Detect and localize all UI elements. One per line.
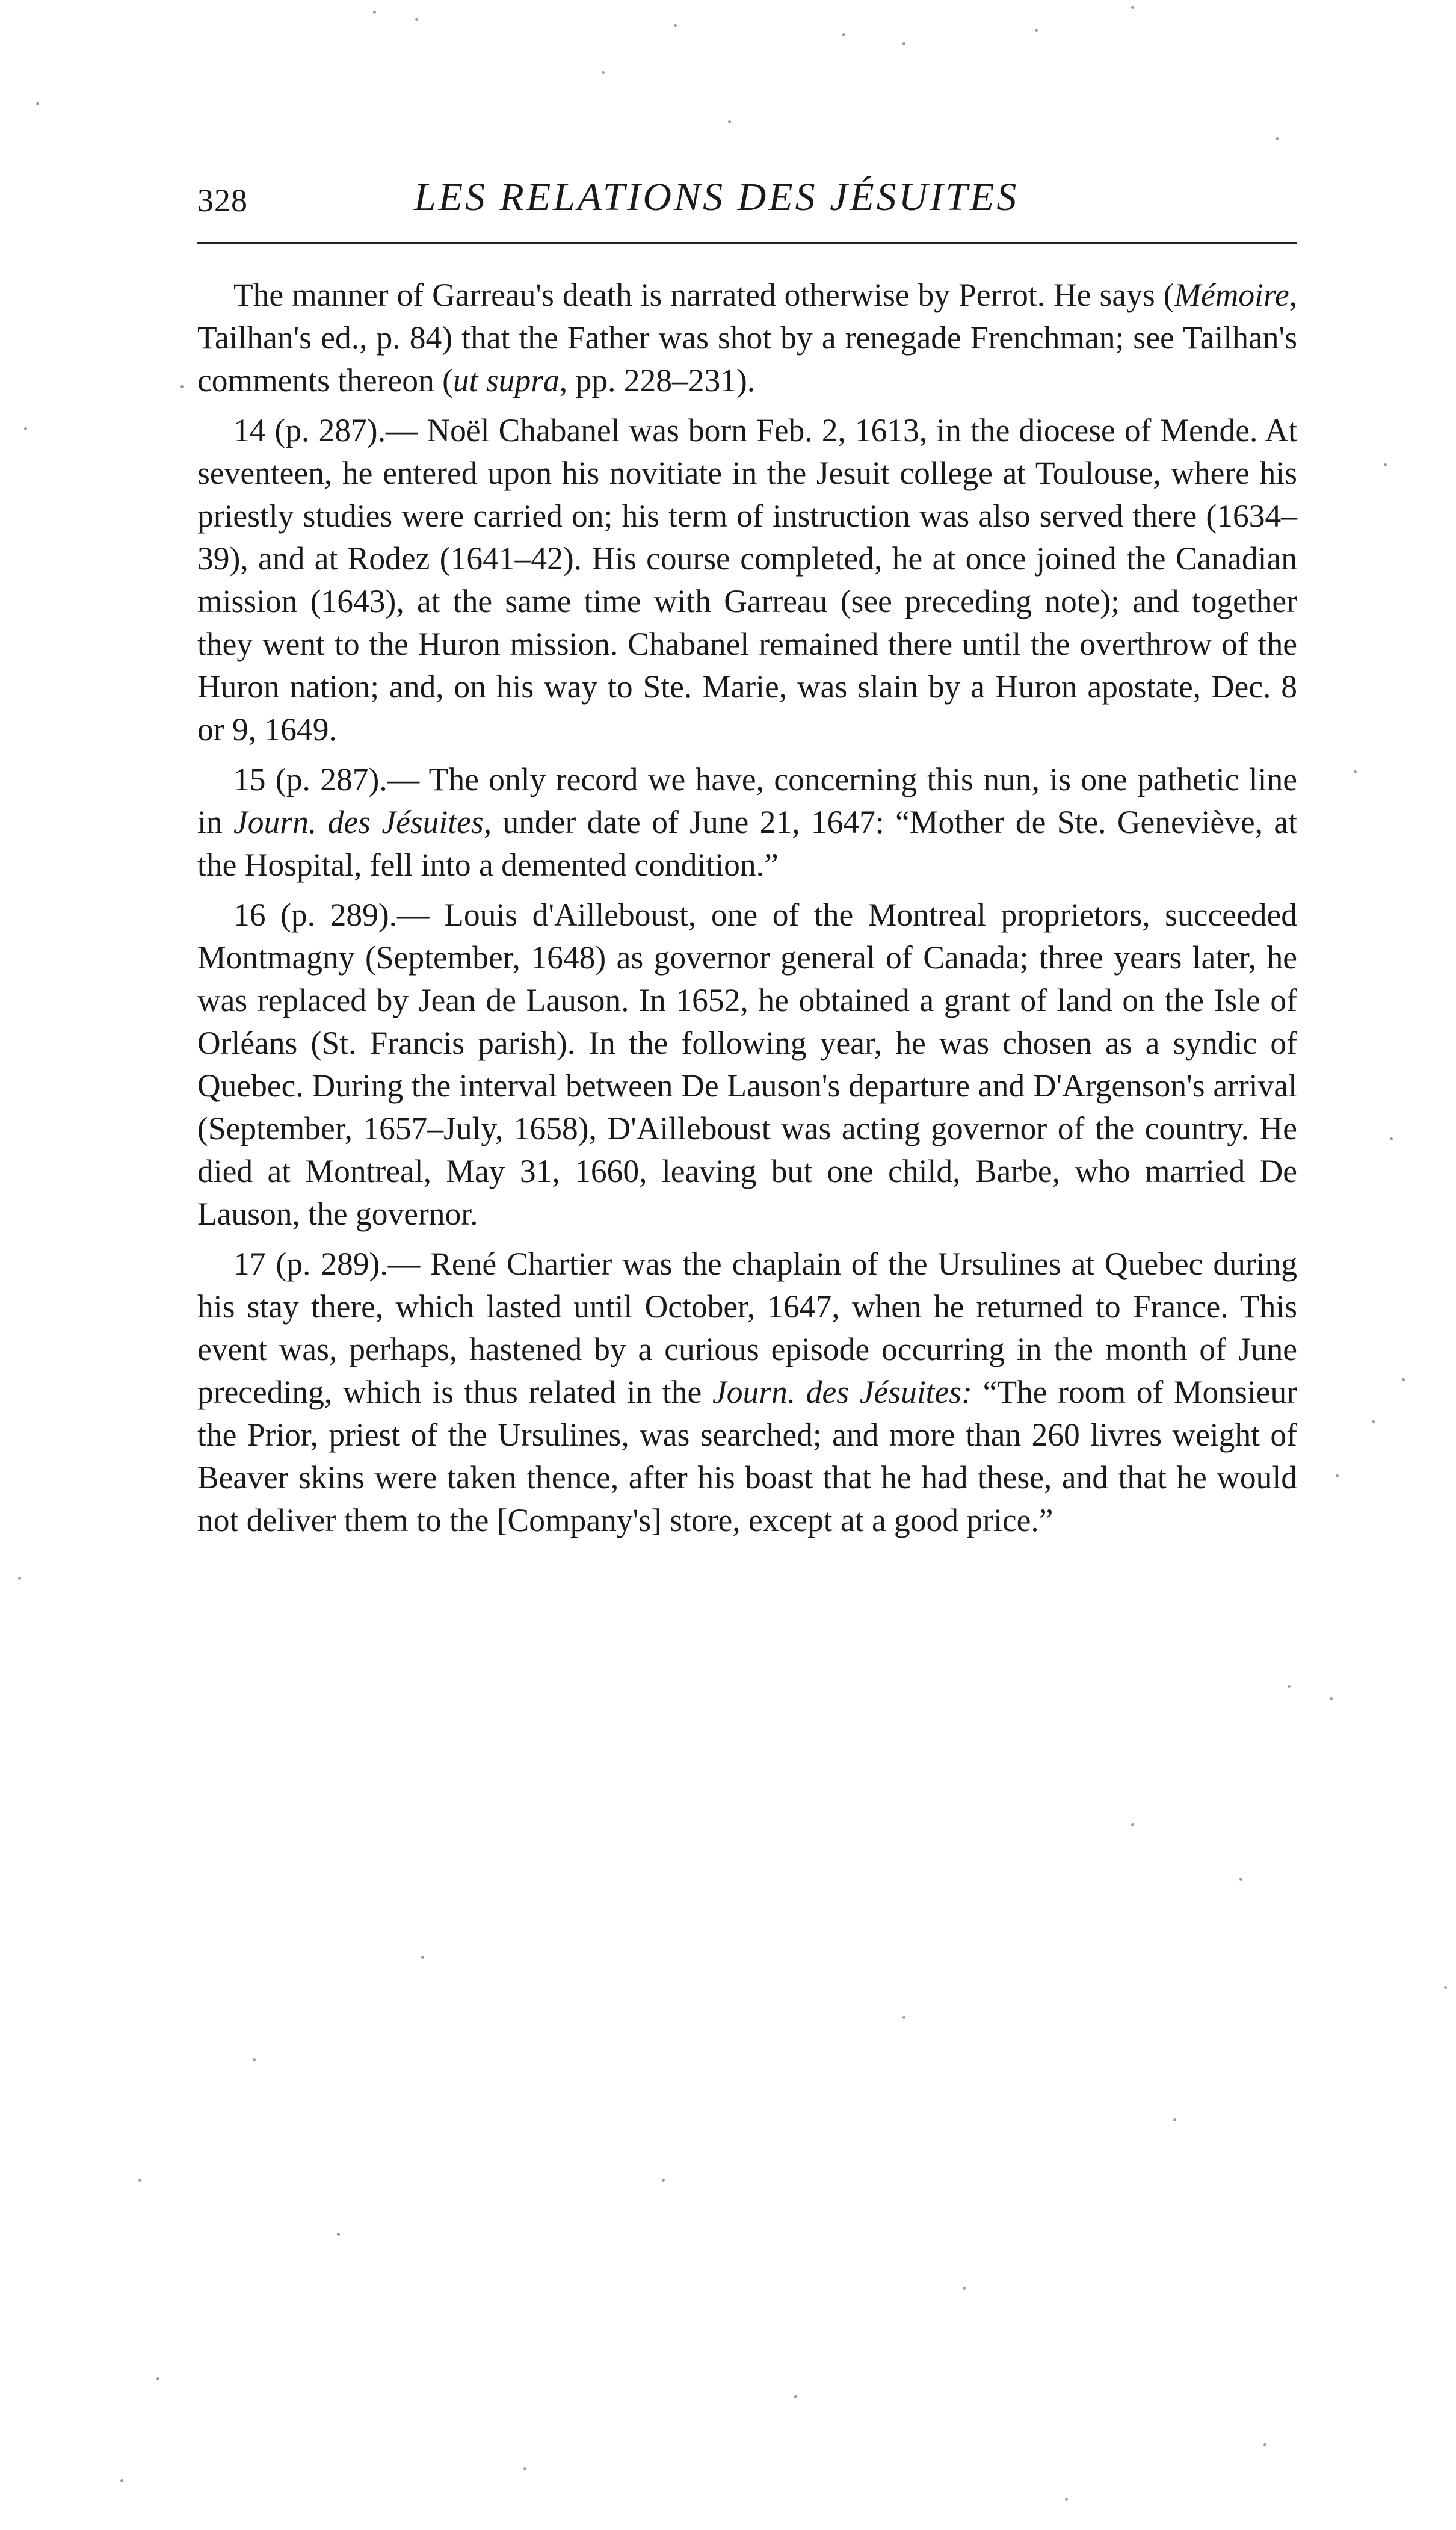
note-text: , under date of June 21, 1647: “Mother de Ste. Geneviève, at the Hospital, fell into a demented condition.” [197,804,1297,883]
scan-speck [1035,29,1038,32]
scan-speck [1276,137,1279,140]
running-title: LES RELATIONS DES JÉSUITES [414,175,1019,219]
endnote-paragraph-note-15 [197,758,1297,886]
page-number: 328 [197,182,248,218]
scan-speck [138,2179,141,2182]
scan-speck [36,102,39,105]
scan-speck [602,71,605,74]
scan-speck [180,385,184,388]
scan-speck [1330,1697,1333,1700]
scan-speck [902,42,905,45]
italic-citation: Mémoire [1174,277,1289,313]
scan-speck [1239,1878,1242,1881]
italic-citation: Journ. des Jésuites [233,804,484,840]
note-text: 14 (p. 287).— Noël Chabanel was born Feb. 2, 1613, in the diocese of Mende. At seventeen, he entered upon his novitiate in the Jesuit college at Toulouse, where his priestly studies were carried on; his term of instruction was also served there (1634–39), and at Rodez (1641–42). His course completed, he at once joined the Canadian mission (1643), at the same time with Garreau (see preceding note); and together they went to the Huron mission. Chabanel remained there until the overthrow of the Huron nation; and, on his way to Ste. Marie, was slain by a Huron apostate, Dec. 8 or 9, 1649. [197,412,1297,747]
note-text: 16 (p. 289).— Louis d'Ailleboust, one of the Montreal proprietors, succeeded Montmagny (September, 1648) as governor general of Canada; three years later, he was replaced by Jean de Lauson. In 1652, he obtained a grant of land on the Isle of Orléans (St. Francis parish). In the following year, he was chosen as a syndic of Quebec. During the interval between De Lauson's departure and D'Argenson's arrival (September, 1657–July, 1658), D'Ailleboust was acting governor of the country. He died at Montreal, May 31, 1660, leaving but one child, Barbe, who married De Lauson, the governor. [197,897,1297,1232]
scan-speck [156,2377,159,2380]
italic-citation: ut supra [452,362,560,398]
scan-speck [1263,2443,1266,2446]
scan-speck [1336,1474,1339,1477]
scan-speck [963,2287,966,2290]
note-text: 15 (p. 287).— The only record we have, concerning this nun, is one pathetic line in [197,761,1297,840]
scan-speck [1131,1823,1134,1826]
scan-speck [253,2058,256,2061]
scan-speck [18,1577,21,1580]
page-header [197,175,1297,229]
scan-speck [337,2233,340,2236]
note-text: , Tailhan's ed., p. 84) that the Father was shot by a renegade Frenchman; see Tailhan's comments thereon ( [197,277,1297,398]
scan-speck [728,120,731,123]
scan-speck [415,18,418,21]
scan-speck [794,2395,797,2398]
header-rule [197,242,1297,244]
scan-speck [421,1956,424,1959]
scan-speck [1173,2118,1176,2121]
scan-speck [902,2016,905,2019]
scan-speck [1390,1137,1393,1140]
scan-speck [1444,1986,1447,1989]
endnote-paragraph-note-14 [197,409,1297,751]
scan-speck [1402,1378,1405,1381]
scan-speck [662,2179,665,2182]
endnote-paragraph-note-17 [197,1243,1297,1542]
scan-speck [842,33,845,36]
scan-speck [1354,770,1357,773]
endnotes-body [197,274,1297,1549]
note-text: “The room of Monsieur the Prior, priest of the Ursulines, was searched; and more than 260 livres weight of Beaver skins were taken thence, after his boast that he had these, and that he would not deliver them to the [Company's] store, except at a good price.” [197,1374,1298,1538]
note-text: The manner of Garreau's death is narrated otherwise by Perrot. He says ( [233,277,1174,313]
note-continuation-paragraph [197,274,1297,402]
scan-speck [120,2479,123,2482]
scan-speck [24,427,27,430]
scan-speck [1065,2498,1068,2501]
note-text: , pp. 228–231). [559,362,756,398]
endnote-paragraph-note-16 [197,894,1297,1236]
scan-speck [1131,6,1134,9]
scan-speck [1288,1685,1291,1688]
scan-speck [523,2467,526,2470]
scan-speck [1384,463,1387,466]
note-text: 17 (p. 289).— René Chartier was the chaplain of the Ursulines at Quebec during his stay there, which lasted until October, 1647, when he returned to France. This event was, perhaps, hastened by a curious episode occurring in the month of June preceding, which is thus related in the [197,1246,1297,1410]
scan-speck [674,24,677,27]
scan-speck [373,11,376,14]
italic-citation: Journ. des Jésuites: [712,1374,972,1410]
scan-speck [1372,1420,1375,1423]
